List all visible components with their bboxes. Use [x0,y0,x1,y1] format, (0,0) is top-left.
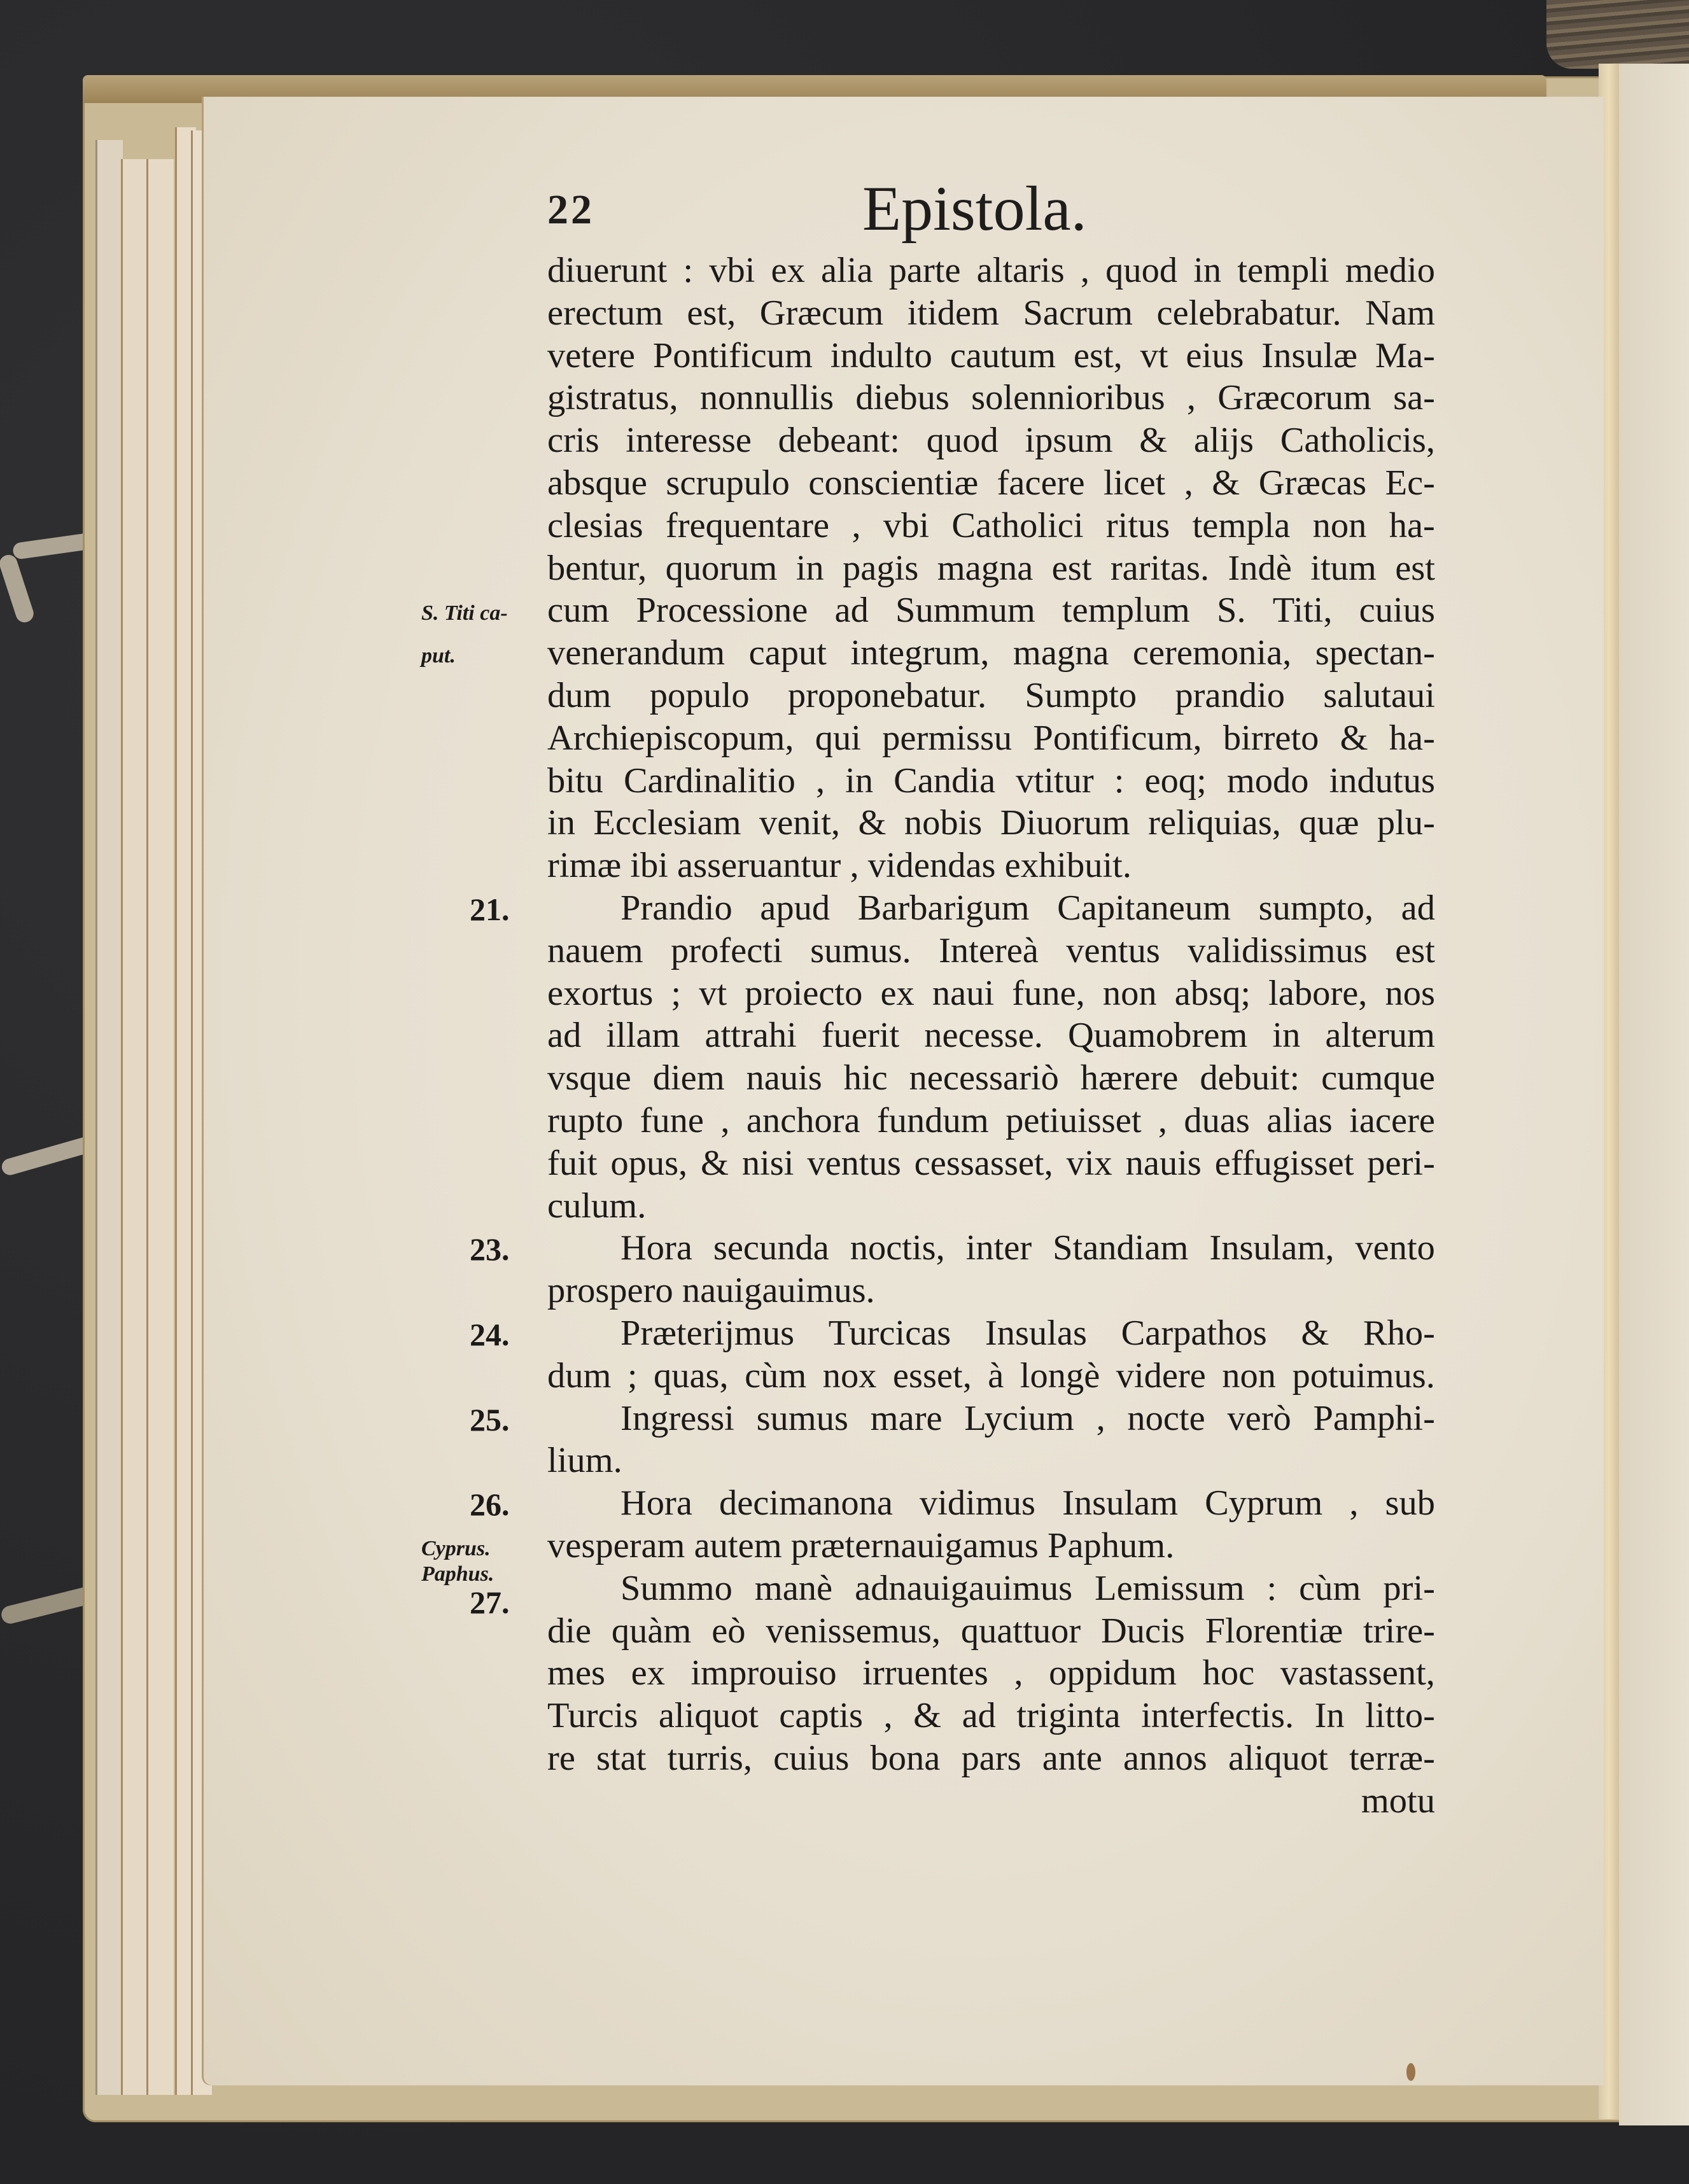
text-line: rimæ ibi asseruantur , videndas exhibuit. [547,846,1132,886]
text-line: Turcis aliquot captis , & ad triginta interfectis. In litto- [547,1696,1435,1736]
text-line: vsque diem nauis hic necessariò hærere debuit: cumque [547,1058,1435,1098]
text-line: cris interesse debeant: quod ipsum & alijs Catholicis, [547,421,1435,461]
text-line: exortus ; vt proiecto ex naui fune, non absq; labore, nos [547,973,1435,1013]
leather-cover-corner [1546,0,1689,69]
margin-note: Paphus. [421,1562,494,1586]
margin-note: Cyprus. [421,1537,491,1560]
text-line: die quàm eò venissemus, quattuor Ducis Florentiæ trire- [547,1611,1435,1651]
text-line: Prandio apud Barbarigum Capitaneum sumpto, ad [620,888,1435,928]
leaf-edge [146,159,174,2095]
entry-number: 25. [470,1401,510,1438]
text-line: nauem profecti sumus. Intereà ventus validissimus est [547,930,1435,970]
paper-stain [1406,2063,1415,2081]
text-line: mes ex improuiso irruentes , oppidum hoc vastassent, [547,1653,1435,1693]
text-line: motu [1361,1781,1435,1821]
leaf-edge [121,159,148,2095]
text-line: Summo manè adnauigauimus Lemissum : cùm pri- [620,1568,1435,1608]
page-header [547,172,1438,242]
entry-number: 23. [470,1231,510,1268]
entry-number: 21. [470,892,510,927]
text-line: gistratus, nonnullis diebus solennioribus , Græcorum sa- [547,378,1435,418]
text-line: clesias frequentare , vbi Catholici ritus templa non ha- [547,505,1435,545]
text-line: ad illam attrahi fuerit necesse. Quamobrem in alterum [547,1016,1435,1056]
text-line: fuit opus, & nisi ventus cessasset, vix nauis effugisset peri- [547,1143,1435,1183]
entry-number: 27. [470,1584,510,1620]
leaf-edge [95,140,123,2095]
margin-note: S. Titi ca- [421,601,508,626]
text-line: Hora decimanona vidimus Insulam Cyprum , sub [620,1483,1435,1523]
facing-page [1619,64,1689,2125]
text-line: erectum est, Græcum itidem Sacrum celebrabatur. Nam [547,293,1435,333]
text-line: Archiepiscopum, qui permissu Pontificum, birreto & ha- [547,718,1435,758]
text-line: prospero nauigauimus. [547,1271,875,1311]
text-line: in Ecclesiam venit, & nobis Diuorum reliquias, quæ plu- [547,803,1435,843]
text-line: Ingressi sumus mare Lycium , nocte verò Pamphi- [620,1398,1435,1438]
text-line: rupto fune , anchora fundum petiuisset , duas alias iacere [547,1100,1435,1140]
running-head: Epistola. [862,173,1087,244]
entry-number: 26. [470,1487,510,1523]
text-line: dum ; quas, cùm nox esset, à longè videre non potuimus. [547,1355,1435,1396]
text-line: vesperam autem præternauigamus Paphum. [547,1525,1175,1565]
margin-note: put. [421,644,456,668]
text-line: Præterijmus Turcicas Insulas Carpathos & Rho- [620,1313,1435,1353]
text-line: culum. [547,1186,647,1226]
text-line: Hora secunda noctis, inter Standiam Insulam, vento [620,1228,1435,1268]
page-number: 22 [547,186,594,233]
body-text [547,249,1435,1822]
text-line: vetere Pontificum indulto cautum est, vt eius Insulæ Ma- [547,335,1435,375]
text-line: cum Processione ad Summum templum S. Titi, cuius [547,591,1435,631]
text-line: venerandum caput integrum, magna ceremonia, spectan- [547,633,1435,673]
text-line: absque scrupulo conscientiæ facere licet , & Græcas Ec- [547,463,1435,503]
text-line: diuerunt : vbi ex alia parte altaris , quod in templi medio [547,251,1435,290]
text-line: lium. [547,1441,622,1481]
text-line: re stat turris, cuius bona pars ante annos aliquot terræ- [547,1738,1435,1778]
text-line: dum populo proponebatur. Sumpto prandio salutaui [547,675,1435,715]
entry-number: 24. [470,1317,510,1352]
text-line: bitu Cardinalitio , in Candia vtitur : eoq; modo indutus [547,760,1435,801]
text-line: bentur, quorum in pagis magna est raritas. Indè itum est [547,548,1435,588]
